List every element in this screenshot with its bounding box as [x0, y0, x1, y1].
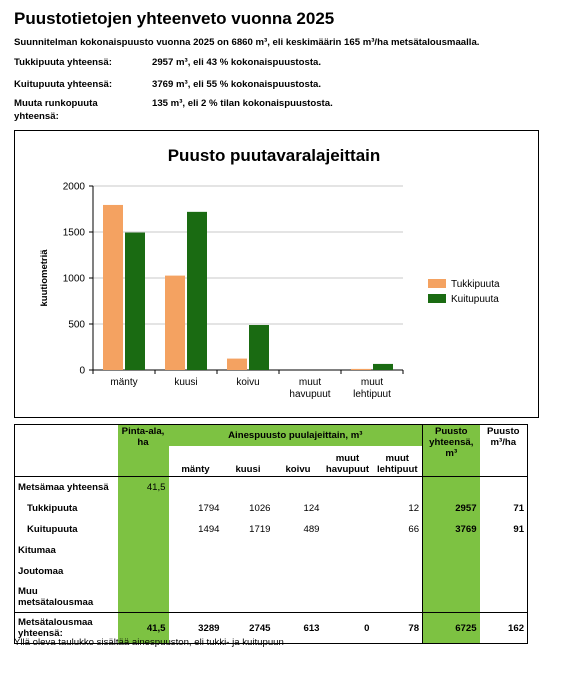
- total-label: Metsätalousmaa yhteensä:: [15, 613, 118, 644]
- row-species-value: [223, 477, 274, 499]
- y-tick-label: 1500: [62, 227, 85, 239]
- summary-value: 3769 m³, eli 55 % kokonaispuustosta.: [152, 79, 322, 90]
- total-species-value: 0: [323, 613, 373, 644]
- row-species-value: [223, 561, 274, 582]
- row-area: [118, 540, 169, 561]
- row-species-value: [323, 519, 373, 540]
- x-tick-label: koivu: [236, 377, 260, 388]
- legend-swatch: [428, 294, 446, 303]
- bar-tukki: [227, 359, 247, 370]
- header-species: [169, 446, 223, 477]
- header-area: Pinta-ala, ha: [118, 425, 169, 477]
- table-header-row: [15, 425, 528, 447]
- row-species-value: [373, 582, 423, 613]
- row-perha: 71: [480, 498, 528, 519]
- total-perha: 162: [480, 613, 528, 644]
- bar-kuitu: [187, 212, 207, 370]
- row-species-value: [169, 540, 223, 561]
- summary-label: Muuta runkopuuta yhteensä:: [14, 98, 98, 122]
- row-species-value: [274, 561, 323, 582]
- legend-label: Kuitupuuta: [451, 294, 499, 305]
- x-tick-label: mänty: [110, 377, 138, 388]
- bar-tukki: [351, 369, 371, 370]
- row-label: Kuitupuuta: [15, 519, 118, 540]
- row-total: [423, 582, 480, 613]
- total-species-value: 2745: [223, 613, 274, 644]
- x-tick-label: muut: [360, 377, 384, 388]
- row-perha: [480, 477, 528, 499]
- table-row: [15, 540, 528, 561]
- total-sum: 6725: [423, 613, 480, 644]
- row-area: [118, 561, 169, 582]
- row-species-value: [323, 498, 373, 519]
- row-perha: [480, 561, 528, 582]
- total-species-value: 3289: [169, 613, 223, 644]
- y-tick-label: 1000: [62, 273, 85, 285]
- row-species-value: 12: [408, 503, 420, 514]
- row-total: [423, 477, 480, 499]
- row-perha: [480, 540, 528, 561]
- intro-text: Suunnitelman kokonaispuusto vuonna 2025 on 6860 m³, eli keskimäärin 165 m³/ha metsätalousmaalla.: [14, 37, 480, 48]
- row-species-value: [169, 561, 223, 582]
- bar-chart: [15, 131, 540, 419]
- row-species-value: [323, 477, 373, 499]
- row-total: [423, 561, 480, 582]
- row-area: 41,5: [118, 477, 169, 499]
- row-label: Tukkipuuta: [15, 498, 118, 519]
- row-species-value: [373, 561, 423, 582]
- y-tick-label: 500: [68, 319, 85, 331]
- row-species-value: [274, 582, 323, 613]
- bar-tukki: [165, 276, 185, 370]
- bar-kuitu: [249, 325, 269, 370]
- row-species-value: [223, 582, 274, 613]
- row-species-value: 66: [408, 524, 420, 535]
- header-species: [323, 446, 373, 477]
- bar-tukki: [103, 205, 123, 370]
- summary-value: 135 m³, eli 2 % tilan kokonaispuustosta.: [152, 98, 333, 109]
- row-label: Muu metsätalousmaa: [15, 582, 118, 613]
- header-species-line: mänty: [181, 464, 210, 475]
- row-species-value: [274, 477, 323, 499]
- row-species-value: [323, 582, 373, 613]
- summary-value: 2957 m³, eli 43 % kokonaispuustosta.: [152, 57, 322, 68]
- row-species-value: [373, 477, 423, 499]
- summary-label: Kuitupuuta yhteensä:: [14, 79, 113, 90]
- page-title: Puustotietojen yhteenveto vuonna 2025: [14, 9, 335, 28]
- footer-note: Yllä oleva taulukko sisältää ainespuuston, eli tukki- ja kuitupuun: [14, 637, 284, 648]
- row-species-value: 1026: [249, 503, 271, 514]
- row-species-value: [373, 540, 423, 561]
- header-species-group: Ainespuusto puulajeittain, m³: [169, 425, 423, 447]
- table-cell: [15, 425, 118, 477]
- x-tick-label: lehtipuut: [353, 389, 391, 400]
- row-species-value: [323, 561, 373, 582]
- table-row: [15, 477, 528, 499]
- row-area: [118, 582, 169, 613]
- table-row: [15, 498, 528, 519]
- row-species-value: [323, 540, 373, 561]
- header-species: [274, 446, 323, 477]
- bar-kuitu: [373, 364, 393, 370]
- header-species-line: kuusi: [235, 464, 261, 475]
- header-species: [223, 446, 274, 477]
- header-species-line: muut: [385, 453, 409, 464]
- row-species-value: 1719: [249, 524, 271, 535]
- row-label: Joutomaa: [15, 561, 118, 582]
- legend-swatch: [428, 279, 446, 288]
- row-perha: [480, 582, 528, 613]
- header-total: Puusto yhteensä, m³: [423, 425, 480, 477]
- row-species-value: 1494: [198, 524, 220, 535]
- table-row: [15, 561, 528, 582]
- y-tick-label: 2000: [62, 181, 85, 193]
- row-species-value: 489: [303, 524, 320, 535]
- header-species-line: muut: [335, 453, 360, 464]
- total-area: 41,5: [118, 613, 169, 644]
- row-total: 2957: [423, 498, 480, 519]
- row-species-value: [223, 540, 274, 561]
- x-tick-label: kuusi: [174, 377, 198, 388]
- row-perha: 91: [480, 519, 528, 540]
- total-species-value: 78: [373, 613, 423, 644]
- forest-summary-table: [14, 424, 528, 644]
- table-row: [15, 519, 528, 540]
- row-species-value: [169, 582, 223, 613]
- row-species-value: [274, 540, 323, 561]
- row-label: Kitumaa: [15, 540, 118, 561]
- row-label: Metsämaa yhteensä: [15, 477, 118, 499]
- table-row: [15, 582, 528, 613]
- header-species-line: havupuut: [325, 464, 370, 475]
- row-total: [423, 540, 480, 561]
- header-species-line: koivu: [285, 464, 311, 475]
- summary-label: Tukkipuuta yhteensä:: [14, 57, 112, 68]
- chart-title: Puusto puutavaralajeittain: [167, 146, 381, 165]
- row-species-value: 1794: [198, 503, 220, 514]
- row-species-value: 124: [303, 503, 320, 514]
- chart-container: [14, 130, 539, 418]
- header-species-line: lehtipuut: [377, 464, 418, 475]
- row-area: [118, 498, 169, 519]
- legend-label: Tukkipuuta: [451, 279, 500, 290]
- row-area: [118, 519, 169, 540]
- x-tick-label: havupuut: [289, 389, 331, 400]
- x-tick-label: muut: [298, 377, 322, 388]
- total-species-value: 613: [274, 613, 323, 644]
- y-tick-label: 0: [79, 365, 85, 377]
- row-total: 3769: [423, 519, 480, 540]
- bar-kuitu: [125, 233, 145, 370]
- header-perha: Puusto m³/ha: [480, 425, 528, 477]
- header-species: [373, 446, 423, 477]
- row-species-value: [169, 477, 223, 499]
- y-axis-label: kuutiometriä: [39, 249, 50, 307]
